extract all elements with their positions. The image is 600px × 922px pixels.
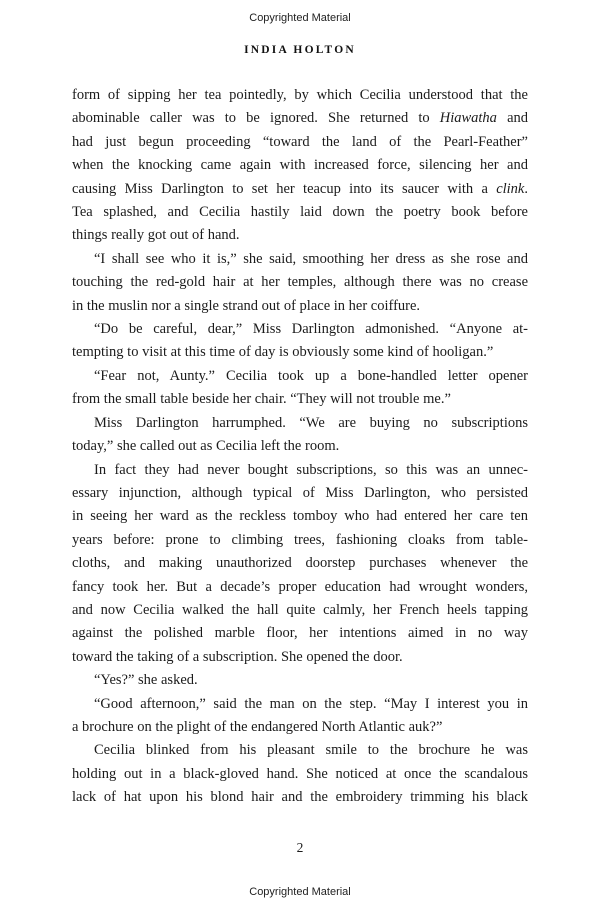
text-run: years before: prone to climbing trees, fashioning cloaks from table- — [72, 531, 528, 548]
text-line — [72, 412, 528, 435]
paragraph — [72, 459, 528, 670]
text-run: against the polished marble floor, her intentions aimed in no way — [72, 625, 528, 642]
page-number: 2 — [296, 840, 304, 855]
text-run: things really got out of hand. — [72, 227, 240, 244]
text-line — [72, 786, 528, 809]
text-run: “Good afternoon,” said the man on the step. “May I interest you in — [94, 695, 528, 712]
text-run: in the muslin nor a single strand out of place in her coiffure. — [72, 297, 421, 314]
text-run: from the small table beside her chair. “They will not trouble me.” — [72, 391, 451, 408]
text-line — [72, 107, 528, 130]
text-run: fancy took her. But a decade’s proper education had wrought wonders, — [72, 578, 528, 595]
text-line — [72, 739, 528, 762]
text-line — [72, 295, 528, 318]
text-line — [72, 599, 528, 622]
text-run: tempting to visit at this time of day is obviously some kind of hooligan.” — [72, 344, 494, 361]
paragraph — [72, 669, 528, 692]
text-line — [72, 622, 528, 645]
text-run: lack of hat upon his blond hair and the embroidery trimming his black — [72, 789, 528, 806]
text-run: causing Miss Darlington to set her teacup into its saucer with a — [72, 180, 497, 197]
text-line — [72, 693, 528, 716]
text-run: “Yes?” she asked. — [94, 672, 198, 689]
text-run: and now Cecilia walked the hall quite calmly, her French heels tapping — [72, 601, 528, 618]
text-line — [72, 505, 528, 528]
text-run: “I shall see who it is,” she said, smoothing her dress as she rose and — [94, 250, 528, 267]
text-line — [72, 552, 528, 575]
copyright-notice-bottom: Copyrighted Material — [249, 886, 351, 898]
text-line — [72, 271, 528, 294]
text-line — [72, 365, 528, 388]
text-run: Tea splashed, and Cecilia hastily laid down the poetry book before — [72, 204, 528, 221]
text-run: touching the red-gold hair at her temples, although there was no crease — [72, 274, 528, 291]
text-run: abominable caller was to be ignored. She returned to — [72, 110, 440, 127]
text-run: essary injunction, although typical of Miss Darlington, who persisted — [72, 484, 528, 501]
text-line — [72, 154, 528, 177]
italic-text: Hiawatha — [439, 110, 497, 127]
text-line — [72, 318, 528, 341]
text-line — [72, 248, 528, 271]
text-run: . — [524, 180, 528, 197]
text-run: a brochure on the plight of the endangered North Atlantic auk?” — [72, 718, 443, 735]
text-line — [72, 201, 528, 224]
text-line — [72, 388, 528, 411]
text-run: In fact they had never bought subscriptions, so this was an unnec- — [94, 461, 528, 478]
text-line — [72, 224, 528, 247]
text-line — [72, 529, 528, 552]
text-line — [72, 482, 528, 505]
text-line — [72, 576, 528, 599]
text-run: when the knocking came again with increased force, silencing her and — [72, 157, 528, 174]
paragraph — [72, 739, 528, 809]
paragraph — [72, 412, 528, 459]
text-run: “Fear not, Aunty.” Cecilia took up a bone-handled letter opener — [94, 367, 528, 384]
text-line — [72, 763, 528, 786]
paragraph — [72, 318, 528, 365]
body-text — [72, 84, 528, 810]
text-run: Cecilia blinked from his pleasant smile to the brochure he was — [94, 742, 528, 759]
text-run: form of sipping her tea pointedly, by which Cecilia understood that the — [72, 87, 528, 103]
copyright-notice-top: Copyrighted Material — [249, 12, 351, 24]
text-run: and — [496, 110, 528, 127]
text-line — [72, 716, 528, 739]
paragraph — [72, 365, 528, 412]
text-run: Miss Darlington harrumphed. “We are buying no subscriptions — [94, 414, 528, 431]
author-running-head: INDIA HOLTON — [244, 44, 356, 56]
text-line — [72, 341, 528, 364]
text-line — [72, 131, 528, 154]
italic-text: clink — [496, 180, 525, 197]
text-line — [72, 84, 528, 107]
paragraph — [72, 84, 528, 248]
paragraph — [72, 693, 528, 740]
text-run: today,” she called out as Cecilia left the room. — [72, 438, 340, 455]
text-line — [72, 178, 528, 201]
text-run: “Do be careful, dear,” Miss Darlington admonished. “Anyone at- — [94, 321, 528, 338]
text-line — [72, 459, 528, 482]
text-run: had just begun proceeding “toward the land of the Pearl-Feather” — [72, 133, 528, 150]
text-run: in seeing her ward as the reckless tomboy who had entered her care ten — [72, 508, 528, 525]
text-run: holding out in a black-gloved hand. She noticed at once the scandalous — [72, 765, 528, 782]
text-line — [72, 435, 528, 458]
text-run: toward the taking of a subscription. She opened the door. — [72, 648, 403, 665]
text-run: cloths, and making unauthorized doorstep purchases whenever the — [72, 555, 528, 572]
text-line — [72, 646, 528, 669]
paragraph — [72, 248, 528, 318]
text-line — [72, 669, 528, 692]
